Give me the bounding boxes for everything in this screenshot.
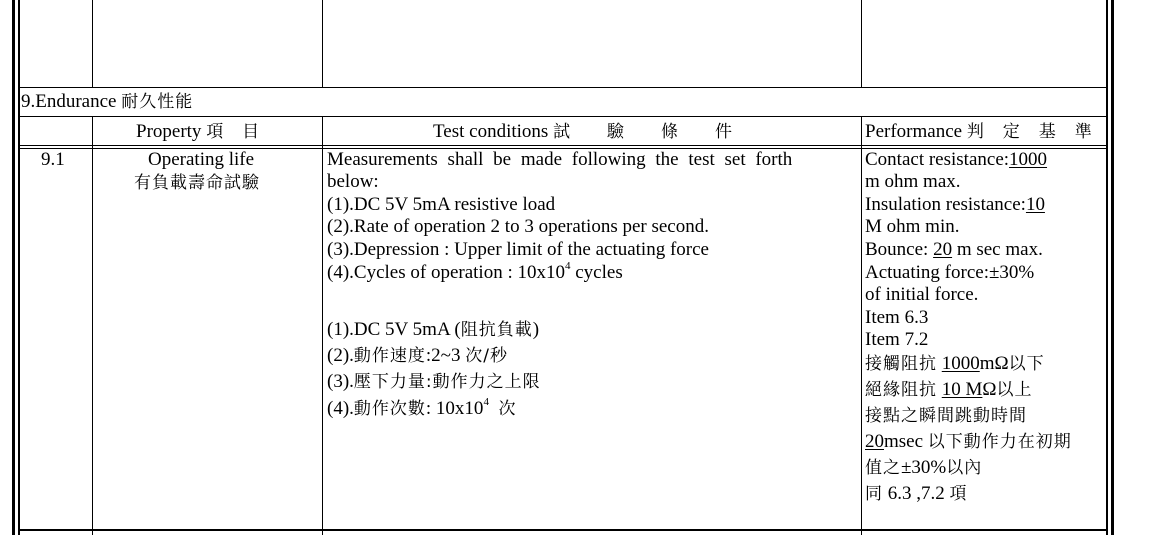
perf-line-5-post: m sec max.	[952, 239, 1043, 260]
perf-zh-line-2	[865, 379, 1033, 402]
perf-line-2: m ohm max.	[865, 171, 961, 192]
test-zh-item-2-pre: (2).	[327, 345, 354, 366]
test-zh-item-4-mid: : 10x10	[425, 398, 484, 419]
perf-zh-line-6	[865, 483, 968, 506]
perf-line-3	[865, 194, 1045, 217]
right-border-outer	[1111, 0, 1114, 535]
test-en-item-4-exp: 4	[564, 259, 571, 272]
row-rule-2	[18, 116, 1108, 117]
perf-zh-line-1	[865, 353, 1045, 376]
col-divider-1-top	[92, 0, 93, 87]
perf-line-9: Item 7.2	[865, 329, 929, 350]
test-zh-item-3-cjk: 壓下力量:動作力之上限	[353, 372, 541, 392]
col-divider-3	[861, 116, 862, 535]
perf-zh-line-1-unit: mΩ	[979, 353, 1009, 374]
perf-line-5	[865, 239, 1043, 262]
section-title	[21, 91, 193, 114]
test-zh-item-2	[327, 345, 508, 368]
header-test	[433, 121, 733, 144]
row-rule-5	[18, 529, 1108, 531]
row-number: 9.1	[41, 149, 65, 170]
test-en-item-1: (1).DC 5V 5mA resistive load	[327, 194, 556, 215]
perf-line-8: Item 6.3	[865, 307, 929, 328]
row-rule-1	[18, 87, 1108, 88]
col-divider-3-top	[861, 0, 862, 87]
test-zh-item-3	[327, 371, 541, 394]
perf-line-5-value: 20	[933, 239, 953, 260]
col-divider-1	[92, 116, 93, 535]
perf-line-5-label: Bounce:	[865, 239, 934, 260]
perf-line-6: Actuating force:±30%	[865, 262, 1035, 283]
test-zh-item-2-cjk: 動作速度	[353, 346, 426, 366]
perf-line-3-label: Insulation resistance:	[865, 194, 1026, 215]
test-zh-item-1	[327, 319, 539, 342]
perf-zh-line-5-cjk: 值之	[865, 458, 901, 478]
perf-zh-line-1-value: 1000	[941, 353, 980, 374]
left-border-outer	[12, 0, 15, 535]
header-perf-en: Performance	[865, 121, 963, 142]
perf-zh-line-4-value: 20	[865, 431, 884, 452]
perf-zh-line-4-mid: msec	[884, 431, 928, 452]
row-rule-3	[18, 145, 1108, 146]
section-title-zh: 耐久性能	[121, 92, 194, 112]
test-zh-item-3-pre: (3).	[327, 371, 354, 392]
test-en-item-4-post: cycles	[570, 262, 623, 283]
test-intro-line-2: below:	[327, 171, 379, 192]
col-divider-2	[322, 116, 323, 535]
test-zh-item-4-cjk: 動作次數	[353, 399, 426, 419]
perf-zh-line-5-cjk2: 以內	[946, 458, 983, 478]
perf-zh-line-6-cjk2: 項	[949, 484, 968, 504]
perf-line-4: M ohm min.	[865, 216, 960, 237]
perf-zh-line-3: 接點之瞬間跳動時間	[865, 406, 1027, 426]
test-zh-item-4	[327, 395, 517, 421]
perf-zh-line-1-cjk: 接觸阻抗	[865, 354, 937, 374]
perf-zh-line-2-cjk: 絕緣阻抗	[865, 380, 937, 400]
test-zh-item-4-exp: 4	[483, 395, 489, 408]
perf-line-7: of initial force.	[865, 284, 979, 305]
header-test-en: Test conditions	[433, 121, 549, 142]
test-zh-item-1-cjk: 阻抗負載	[460, 320, 533, 340]
perf-zh-line-4	[865, 431, 1072, 454]
test-zh-item-4-cjk2: 次	[498, 399, 517, 419]
right-border-inner	[1106, 0, 1108, 535]
left-border-inner	[18, 0, 20, 535]
property-en: Operating life	[148, 149, 255, 170]
test-zh-item-2-cjk2: 次/秒	[465, 346, 508, 366]
test-intro-line-1: Measurements shall be made following the test set forth	[327, 149, 793, 170]
perf-zh-line-2-cjk2: 以上	[996, 380, 1033, 400]
header-test-zh: 試 驗 條 件	[553, 122, 734, 142]
header-performance	[865, 121, 1093, 144]
perf-zh-line-6-cjk: 同	[865, 484, 883, 504]
property-zh: 有負載壽命試驗	[134, 173, 260, 193]
test-zh-item-4-pre: (4).	[327, 398, 354, 419]
perf-line-1-value: 1000	[1009, 149, 1048, 170]
perf-zh-line-6-mid: 6.3 ,7.2	[883, 483, 950, 504]
test-zh-item-1-post: )	[532, 319, 540, 340]
test-en-item-2: (2).Rate of operation 2 to 3 operations per second.	[327, 216, 709, 237]
perf-zh-line-2-unit: Ω	[982, 379, 997, 400]
test-zh-item-2-mid: :2~3	[425, 345, 466, 366]
perf-zh-line-1-cjk2: 以下	[1008, 354, 1045, 374]
header-perf-zh: 判 定 基 準	[966, 122, 1093, 142]
section-title-en: 9.Endurance	[21, 91, 117, 112]
col-divider-2-top	[322, 0, 323, 87]
perf-line-1	[865, 149, 1047, 172]
perf-line-3-value: 10	[1025, 194, 1045, 215]
perf-zh-line-4-cjk: 以下動作力在初期	[927, 432, 1072, 452]
perf-zh-line-5	[865, 457, 982, 480]
test-en-item-4-text: (4).Cycles of operation : 10x10	[327, 262, 565, 283]
header-property-en: Property	[136, 121, 202, 142]
test-en-item-4	[327, 259, 623, 285]
perf-line-1-label: Contact resistance:	[865, 149, 1010, 170]
header-property	[136, 121, 260, 144]
header-property-zh: 項 目	[206, 122, 261, 142]
perf-zh-line-2-value: 10 M	[941, 379, 983, 400]
test-zh-item-1-pre: (1).DC 5V 5mA (	[327, 319, 461, 340]
test-en-item-3: (3).Depression : Upper limit of the actuating force	[327, 239, 709, 260]
perf-zh-line-5-mid: ±30%	[901, 457, 947, 478]
